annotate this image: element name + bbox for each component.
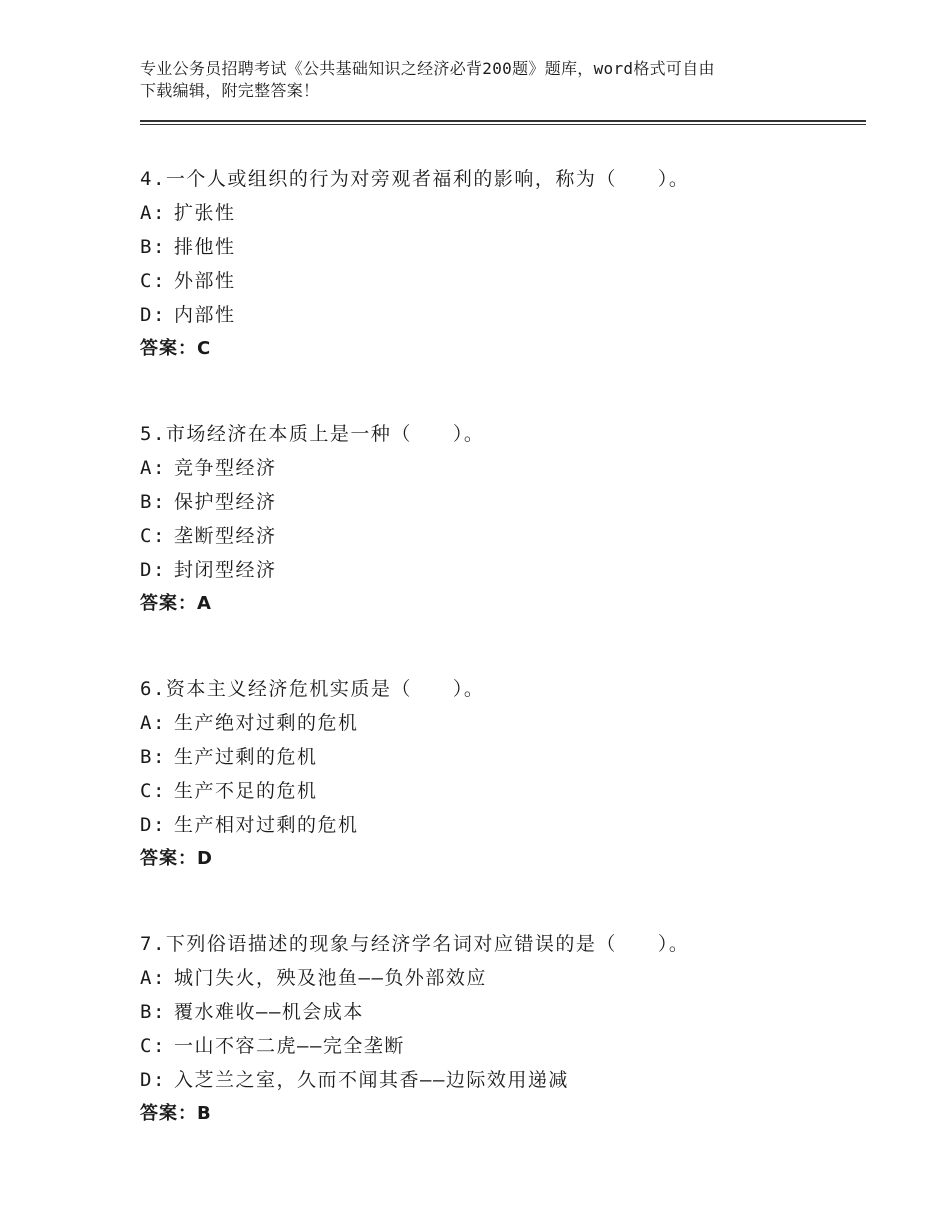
question-7 (140, 927, 880, 1131)
option-a (140, 706, 880, 740)
question-stem: 5.市场经济在本质上是一种（ ）。 (140, 423, 485, 445)
option-letter: C: (140, 270, 166, 292)
header-divider-thick (140, 120, 866, 122)
option-text: 生产绝对过剩的危机 (174, 712, 359, 734)
option-letter: C: (140, 780, 166, 802)
option-a (140, 451, 880, 485)
question-4 (140, 162, 880, 366)
option-b (140, 230, 880, 264)
option-text: 生产过剩的危机 (174, 746, 318, 768)
option-text: 外部性 (174, 270, 236, 292)
option-letter: B: (140, 236, 166, 258)
header-divider-thin (140, 124, 866, 125)
document-header (140, 58, 820, 102)
option-text: 一山不容二虎——完全垄断 (174, 1035, 405, 1057)
option-text: 城门失火，殃及池鱼——负外部效应 (174, 967, 487, 989)
question-stem: 6.资本主义经济危机实质是（ ）。 (140, 678, 485, 700)
option-a (140, 196, 880, 230)
option-letter: A: (140, 967, 166, 989)
option-d (140, 808, 880, 842)
option-letter: B: (140, 746, 166, 768)
option-letter: C: (140, 1035, 166, 1057)
option-letter: D: (140, 814, 166, 836)
option-letter: D: (140, 559, 166, 581)
answer-label: 答案：C (140, 338, 212, 359)
option-b (140, 740, 880, 774)
option-text: 覆水难收——机会成本 (174, 1001, 364, 1023)
option-text: 保护型经济 (174, 491, 277, 513)
option-text: 生产相对过剩的危机 (174, 814, 359, 836)
option-letter: A: (140, 457, 166, 479)
option-text: 垄断型经济 (174, 525, 277, 547)
header-line-1: 专业公务员招聘考试《公共基础知识之经济必背200题》题库，word格式可自由 (140, 59, 715, 78)
header-line-2: 下载编辑，附完整答案！ (140, 81, 320, 100)
option-c (140, 519, 880, 553)
question-stem: 7.下列俗语描述的现象与经济学名词对应错误的是（ ）。 (140, 933, 690, 955)
question-5 (140, 417, 880, 621)
option-text: 竞争型经济 (174, 457, 277, 479)
option-letter: C: (140, 525, 166, 547)
option-letter: A: (140, 712, 166, 734)
question-stem: 4.一个人或组织的行为对旁观者福利的影响，称为（ ）。 (140, 168, 690, 190)
option-text: 排他性 (174, 236, 236, 258)
option-letter: D: (140, 304, 166, 326)
option-c (140, 1029, 880, 1063)
answer-label: 答案：A (140, 593, 212, 614)
option-text: 内部性 (174, 304, 236, 326)
option-letter: B: (140, 1001, 166, 1023)
option-text: 生产不足的危机 (174, 780, 318, 802)
option-b (140, 995, 880, 1029)
option-letter: B: (140, 491, 166, 513)
option-d (140, 298, 880, 332)
question-list (140, 162, 880, 1182)
option-text: 入芝兰之室，久而不闻其香——边际效用递减 (174, 1069, 569, 1091)
option-c (140, 774, 880, 808)
option-letter: A: (140, 202, 166, 224)
option-text: 封闭型经济 (174, 559, 277, 581)
option-b (140, 485, 880, 519)
answer-label: 答案：D (140, 848, 213, 869)
question-6 (140, 672, 880, 876)
option-a (140, 961, 880, 995)
option-d (140, 1063, 880, 1097)
option-c (140, 264, 880, 298)
answer-label: 答案：B (140, 1103, 212, 1124)
option-letter: D: (140, 1069, 166, 1091)
option-d (140, 553, 880, 587)
option-text: 扩张性 (174, 202, 236, 224)
